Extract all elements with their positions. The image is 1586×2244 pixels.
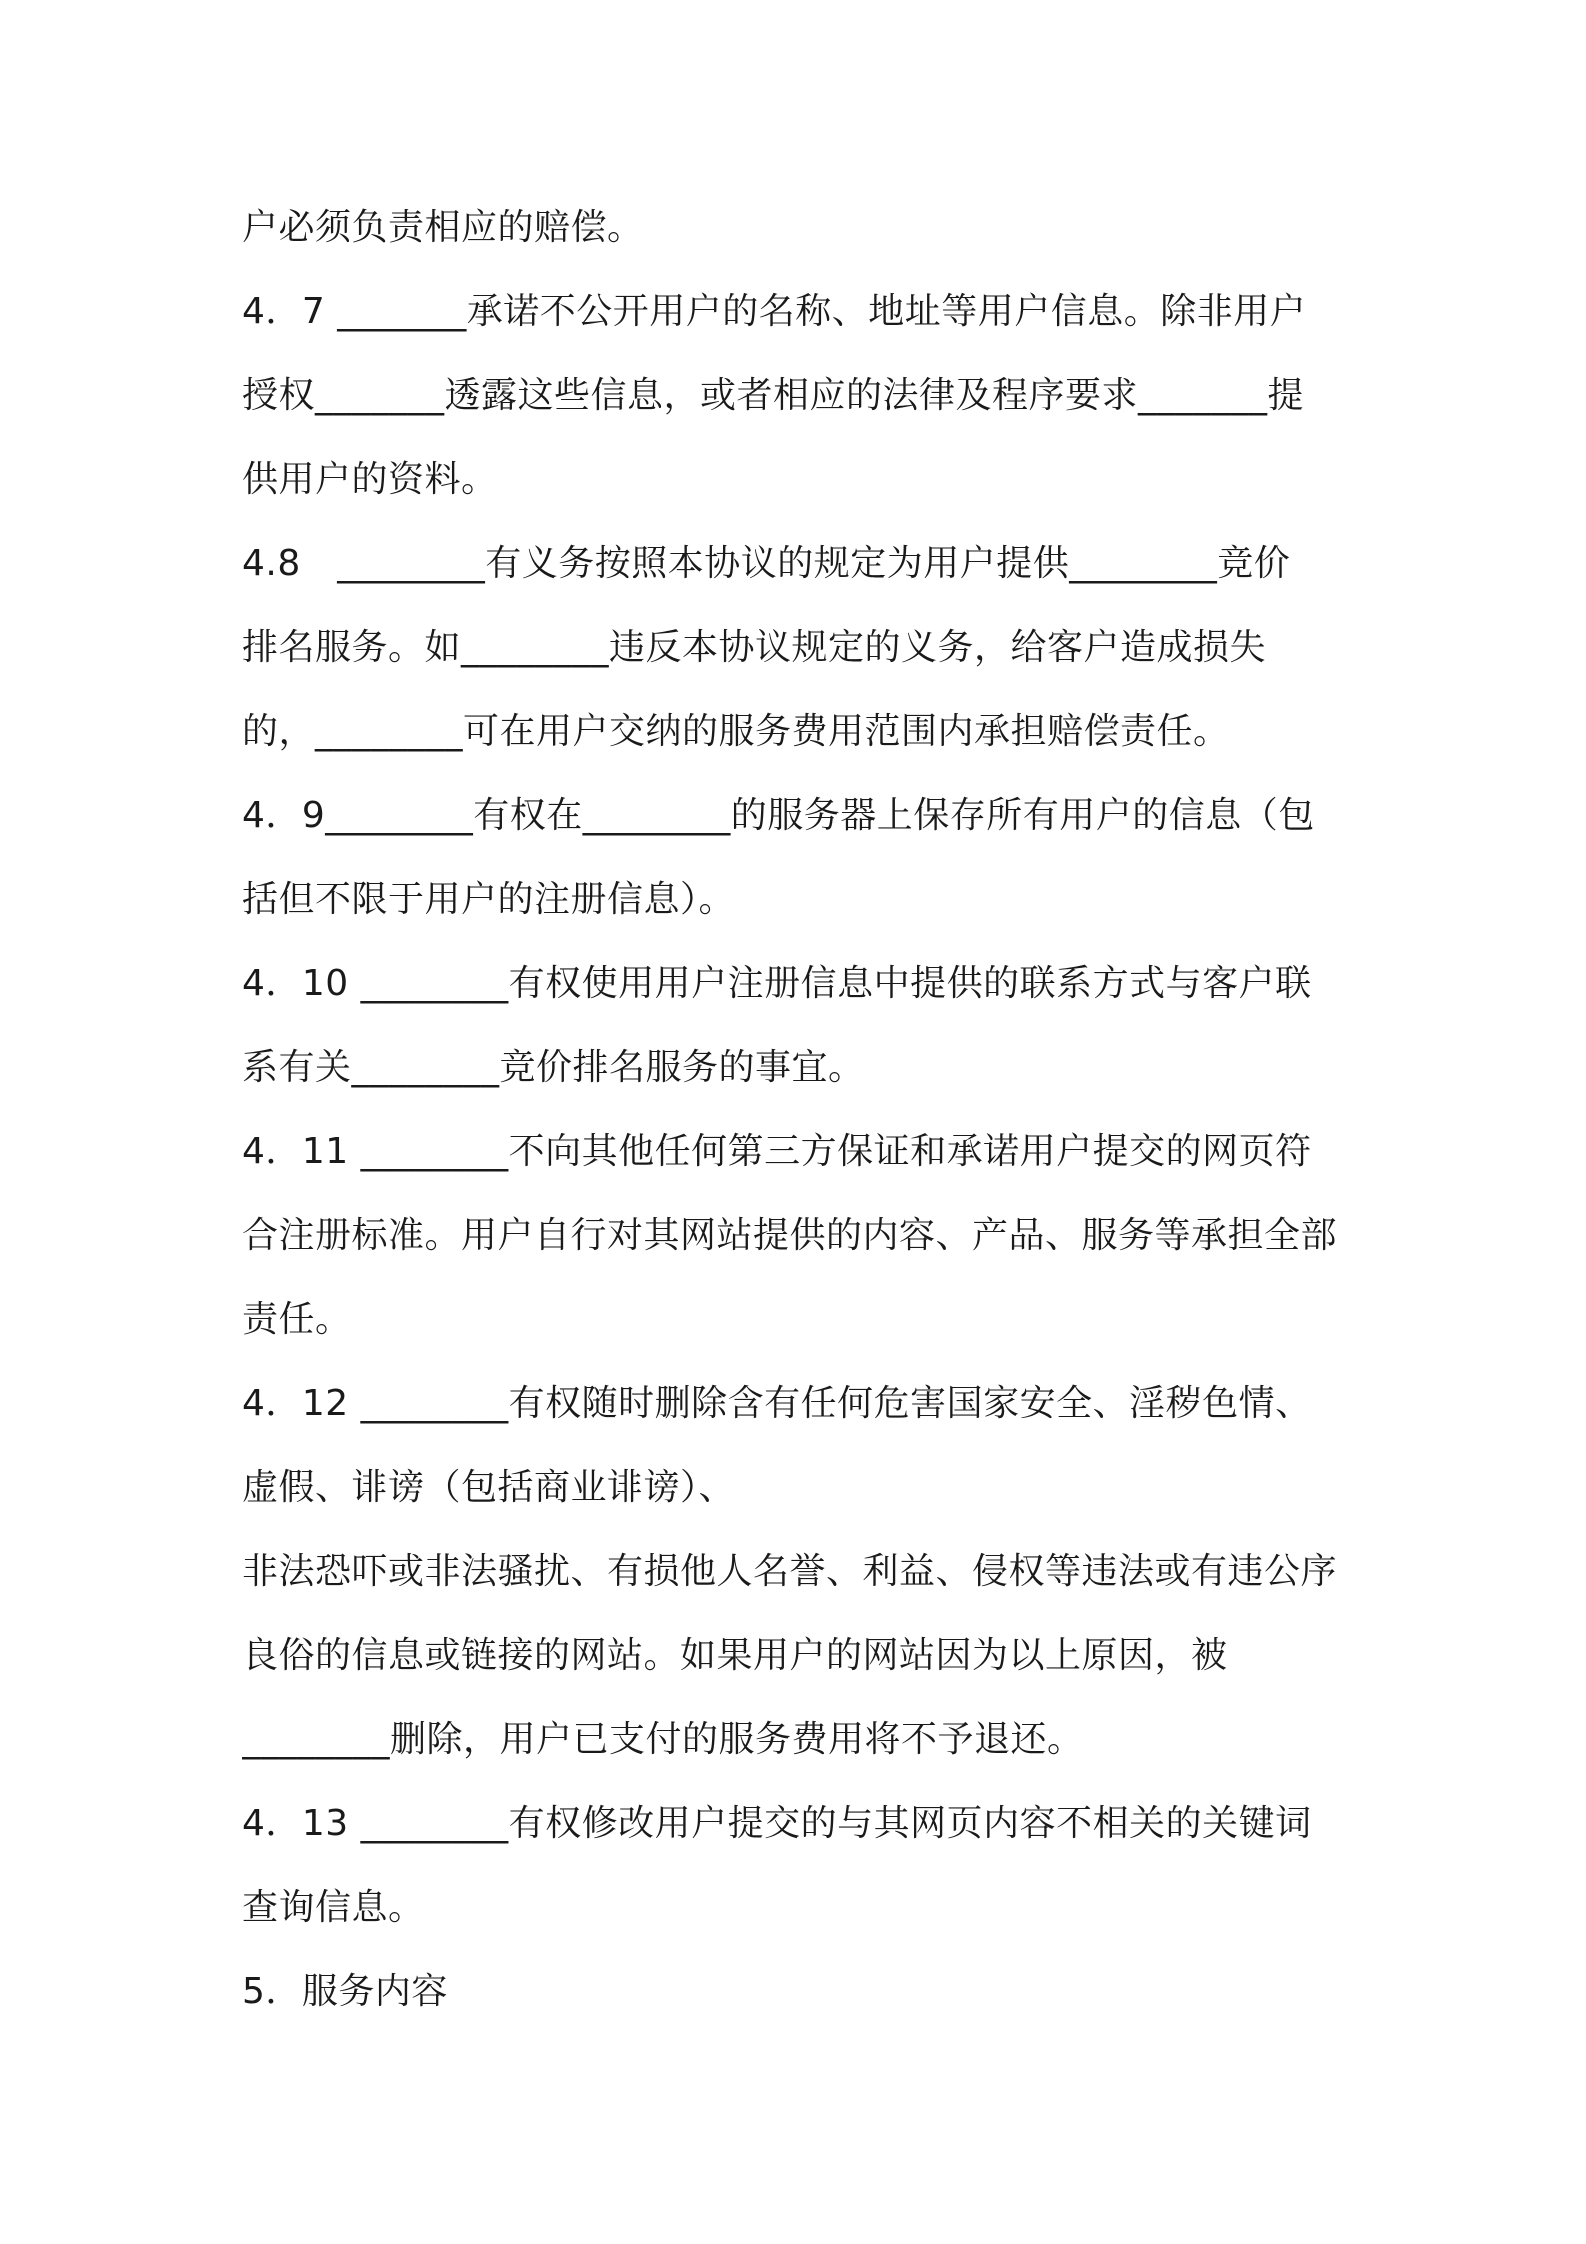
text-line: 的，________可在用户交纳的服务费用范围内承担赔偿责任。: [242, 711, 1230, 752]
clause-4-9: 4．9________有权在________的服务器上保存所有用户的信息（包: [242, 795, 1315, 836]
text-line: 排名服务。如________违反本协议规定的义务，给客户造成损失: [242, 627, 1267, 668]
text-line: 括但不限于用户的注册信息）。: [242, 879, 736, 920]
text-line: 授权_______透露这些信息，或者相应的法律及程序要求_______提: [242, 375, 1305, 416]
text-line: ________删除，用户已支付的服务费用将不予退还。: [242, 1719, 1084, 1760]
text-line: 系有关________竞价排名服务的事宜。: [242, 1047, 865, 1088]
text-line: 户必须负责相应的赔偿。: [242, 207, 644, 248]
text-line: 合注册标准。用户自行对其网站提供的内容、产品、服务等承担全部: [242, 1215, 1338, 1256]
text-line: 良俗的信息或链接的网站。如果用户的网站因为以上原因，被: [242, 1635, 1228, 1676]
text-line: 非法恐吓或非法骚扰、有损他人名誉、利益、侵权等违法或有违公序: [242, 1551, 1338, 1592]
text-line: 虚假、诽谤（包括商业诽谤）、: [242, 1467, 736, 1508]
clause-4-10: 4．10 ________有权使用用户注册信息中提供的联系方式与客户联: [242, 963, 1312, 1004]
clause-4-12: 4．12 ________有权随时删除含有任何危害国家安全、淫秽色情、: [242, 1383, 1312, 1424]
section-5-heading: 5．服务内容: [242, 1971, 448, 2012]
clause-4-7: 4．7 _______承诺不公开用户的名称、地址等用户信息。除非用户: [242, 291, 1307, 332]
text-line: 供用户的资料。: [242, 459, 498, 500]
clause-4-13: 4．13 ________有权修改用户提交的与其网页内容不相关的关键词: [242, 1803, 1312, 1844]
clause-4-8: 4.8 ________有义务按照本协议的规定为用户提供________竞价: [242, 543, 1291, 584]
text-line: 查询信息。: [242, 1887, 425, 1928]
text-line: 责任。: [242, 1299, 352, 1340]
clause-4-11: 4．11 ________不向其他任何第三方保证和承诺用户提交的网页符: [242, 1131, 1312, 1172]
